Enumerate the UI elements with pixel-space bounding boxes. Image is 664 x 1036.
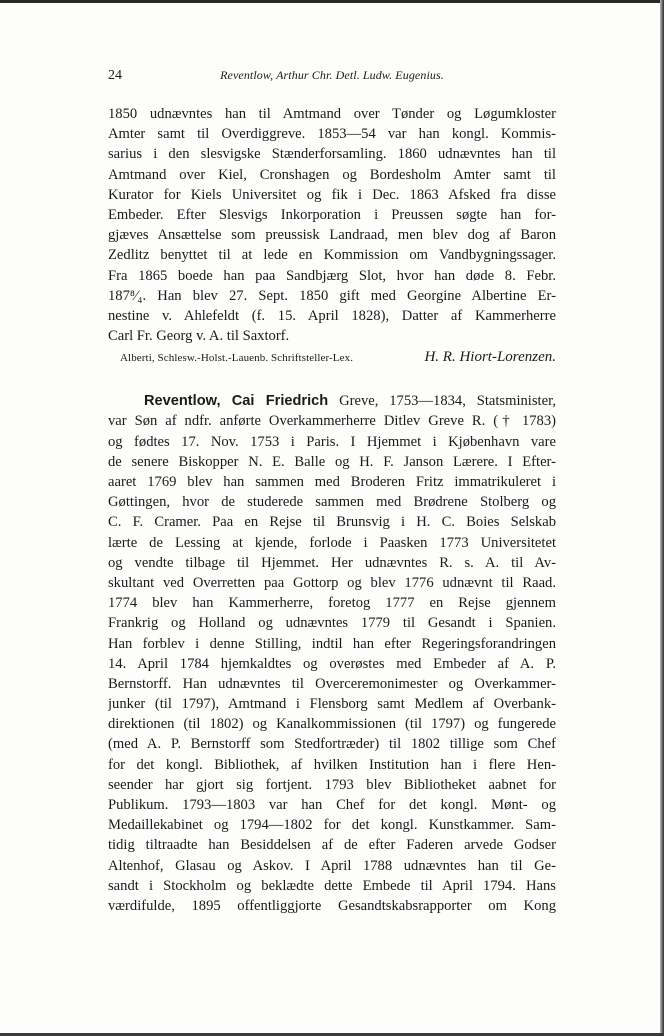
entry-cai-friedrich-reventlow xyxy=(108,391,556,916)
text-line: 187⁸⁄₄. Han blev 27. Sept. 1850 gift med Georgine Albertine Er- xyxy=(108,287,556,304)
entry-separator xyxy=(108,369,556,391)
text-line: og fødtes 17. Nov. 1753 i Paris. I Hjemmet i Kjøbenhavn vare xyxy=(108,433,556,450)
text-line: de senere Biskopper N. E. Balle og H. F. Janson Lærere. I Efter- xyxy=(108,453,556,470)
text-line: aaret 1769 blev han sammen med Broderen Fritz immatrikuleret i xyxy=(108,474,556,490)
author-signature: H. R. Hiort-Lorenzen. xyxy=(424,349,556,366)
page-number: 24 xyxy=(108,68,122,83)
text-line: nestine v. Ahlefeldt (f. 15. April 1828), Datter af Kammerherre xyxy=(108,307,556,324)
text-line: junker (til 1797), Amtmand i Flensborg samt Medlem af Overbank- xyxy=(108,696,556,713)
scan-edge-top xyxy=(0,0,664,3)
text-line: og vendte tilbage til Hjemmet. Her udnævntes R. s. A. til Av- xyxy=(108,554,556,571)
text-line: C. F. Cramer. Paa en Rejse til Brunsvig i H. C. Boies Selskab xyxy=(108,514,556,531)
page-body xyxy=(108,104,556,916)
text-line: Medaillekabinet og 1794—1802 for det kongl. Kunstkammer. Sam- xyxy=(108,817,556,834)
text-line: 14. April 1784 hjemkaldtes og overøstes med Embeder af A. P. xyxy=(108,655,556,672)
scan-edge-right xyxy=(660,0,664,1036)
text-line: Carl Fr. Georg v. A. til Saxtorf. xyxy=(108,328,290,345)
text-line: skultant ved Overretten paa Gottorp og blev 1776 udnævnt til Raad. xyxy=(108,574,556,591)
page-header xyxy=(108,66,556,86)
source-reference: Alberti, Schlesw.-Holst.-Lauenb. Schriftsteller-Lex. xyxy=(120,352,354,365)
text-line: Bernstorff. Han udnævntes til Overceremonimester og Overkammer- xyxy=(108,675,556,692)
text-line: Frankrig og Holland og udnævntes 1779 til Gesandt i Spanien. xyxy=(108,615,556,632)
text-line: direktionen (til 1802) og Kanalkommissionen (til 1797) og fungerede xyxy=(108,716,556,733)
entry-heading-line xyxy=(108,391,556,411)
text-line: (med A. P. Bernstorff som Stedfortræder) til 1802 tillige som Chef xyxy=(108,736,556,753)
text-line: Publikum. 1793—1803 var han Chef for det kongl. Mønt- og xyxy=(108,797,556,813)
text-line: var Søn af ndfr. anførte Overkammerherre Ditlev Greve R. († 1783) xyxy=(108,413,556,430)
text-line: sandt i Stockholm og beklædte dette Embede til April 1794. Hans xyxy=(108,877,556,894)
text-line: 1850 udnævntes han til Amtmand over Tønder og Løgumkloster xyxy=(108,106,556,122)
text-line: lærte de Lessing at kjende, forlode i Paasken 1773 Universitetet xyxy=(108,534,556,551)
text-line: Kurator for Kiels Universitet og fik i Dec. 1863 Afsked fra disse xyxy=(108,186,556,203)
text-line: tidig tiltraadte han Besiddelsen af de efter Faderen arvede Godser xyxy=(108,837,556,854)
entry-citation xyxy=(108,347,556,369)
text-line: Embeder. Efter Slesvigs Inkorporation i Preussen søgte han for- xyxy=(108,206,556,223)
text-line: Zedlitz benyttet til at lede en Kommission om Vandbygningssager. xyxy=(108,247,556,264)
text-line: Altenhof, Glasau og Askov. I April 1788 udnævntes han til Ge- xyxy=(108,857,556,874)
text-line: gjæves Ansættelse som preussisk Landraad, men blev dog af Baron xyxy=(108,227,556,244)
text-line: 1774 blev han Kammerherre, foretog 1777 en Rejse gjennem xyxy=(108,595,556,612)
text-line: sarius i den slesvigske Stænderforsamling. 1860 udnævntes han til xyxy=(108,146,556,163)
text-line: seender har gjort sig fortjent. 1793 blev Bibliotheket aabnet for xyxy=(108,776,556,793)
text-line: for det kongl. Bibliothek, af hvilken Institution han i flere Hen- xyxy=(108,756,556,773)
text-line: Fra 1865 boede han paa Sandbjærg Slot, hvor han døde 8. Febr. xyxy=(108,267,556,284)
entry-heading-rest: Greve, 1753—1834, Statsminister, xyxy=(339,393,556,410)
text-line: værdifulde, 1895 offentliggjorte Gesandtskabsrapporter om Kong xyxy=(108,897,556,914)
text-line: Amter samt til Overdiggreve. 1853—54 var han kongl. Kommis- xyxy=(108,126,556,143)
text-line: Gøttingen, hvor de studerede sammen med Brødrene Stolberg og xyxy=(108,494,556,511)
text-line: Han forblev i denne Stilling, indtil han efter Regeringsforandringen xyxy=(108,635,556,652)
entry-arthur-reventlow-continued xyxy=(108,104,556,369)
text-line: Amtmand over Kiel, Cronshagen og Bordesholm Amter samt til xyxy=(108,166,556,183)
entry-name: Reventlow, Cai Friedrich xyxy=(144,393,329,410)
running-title: Reventlow, Arthur Chr. Detl. Ludw. Eugenius. xyxy=(220,68,444,82)
